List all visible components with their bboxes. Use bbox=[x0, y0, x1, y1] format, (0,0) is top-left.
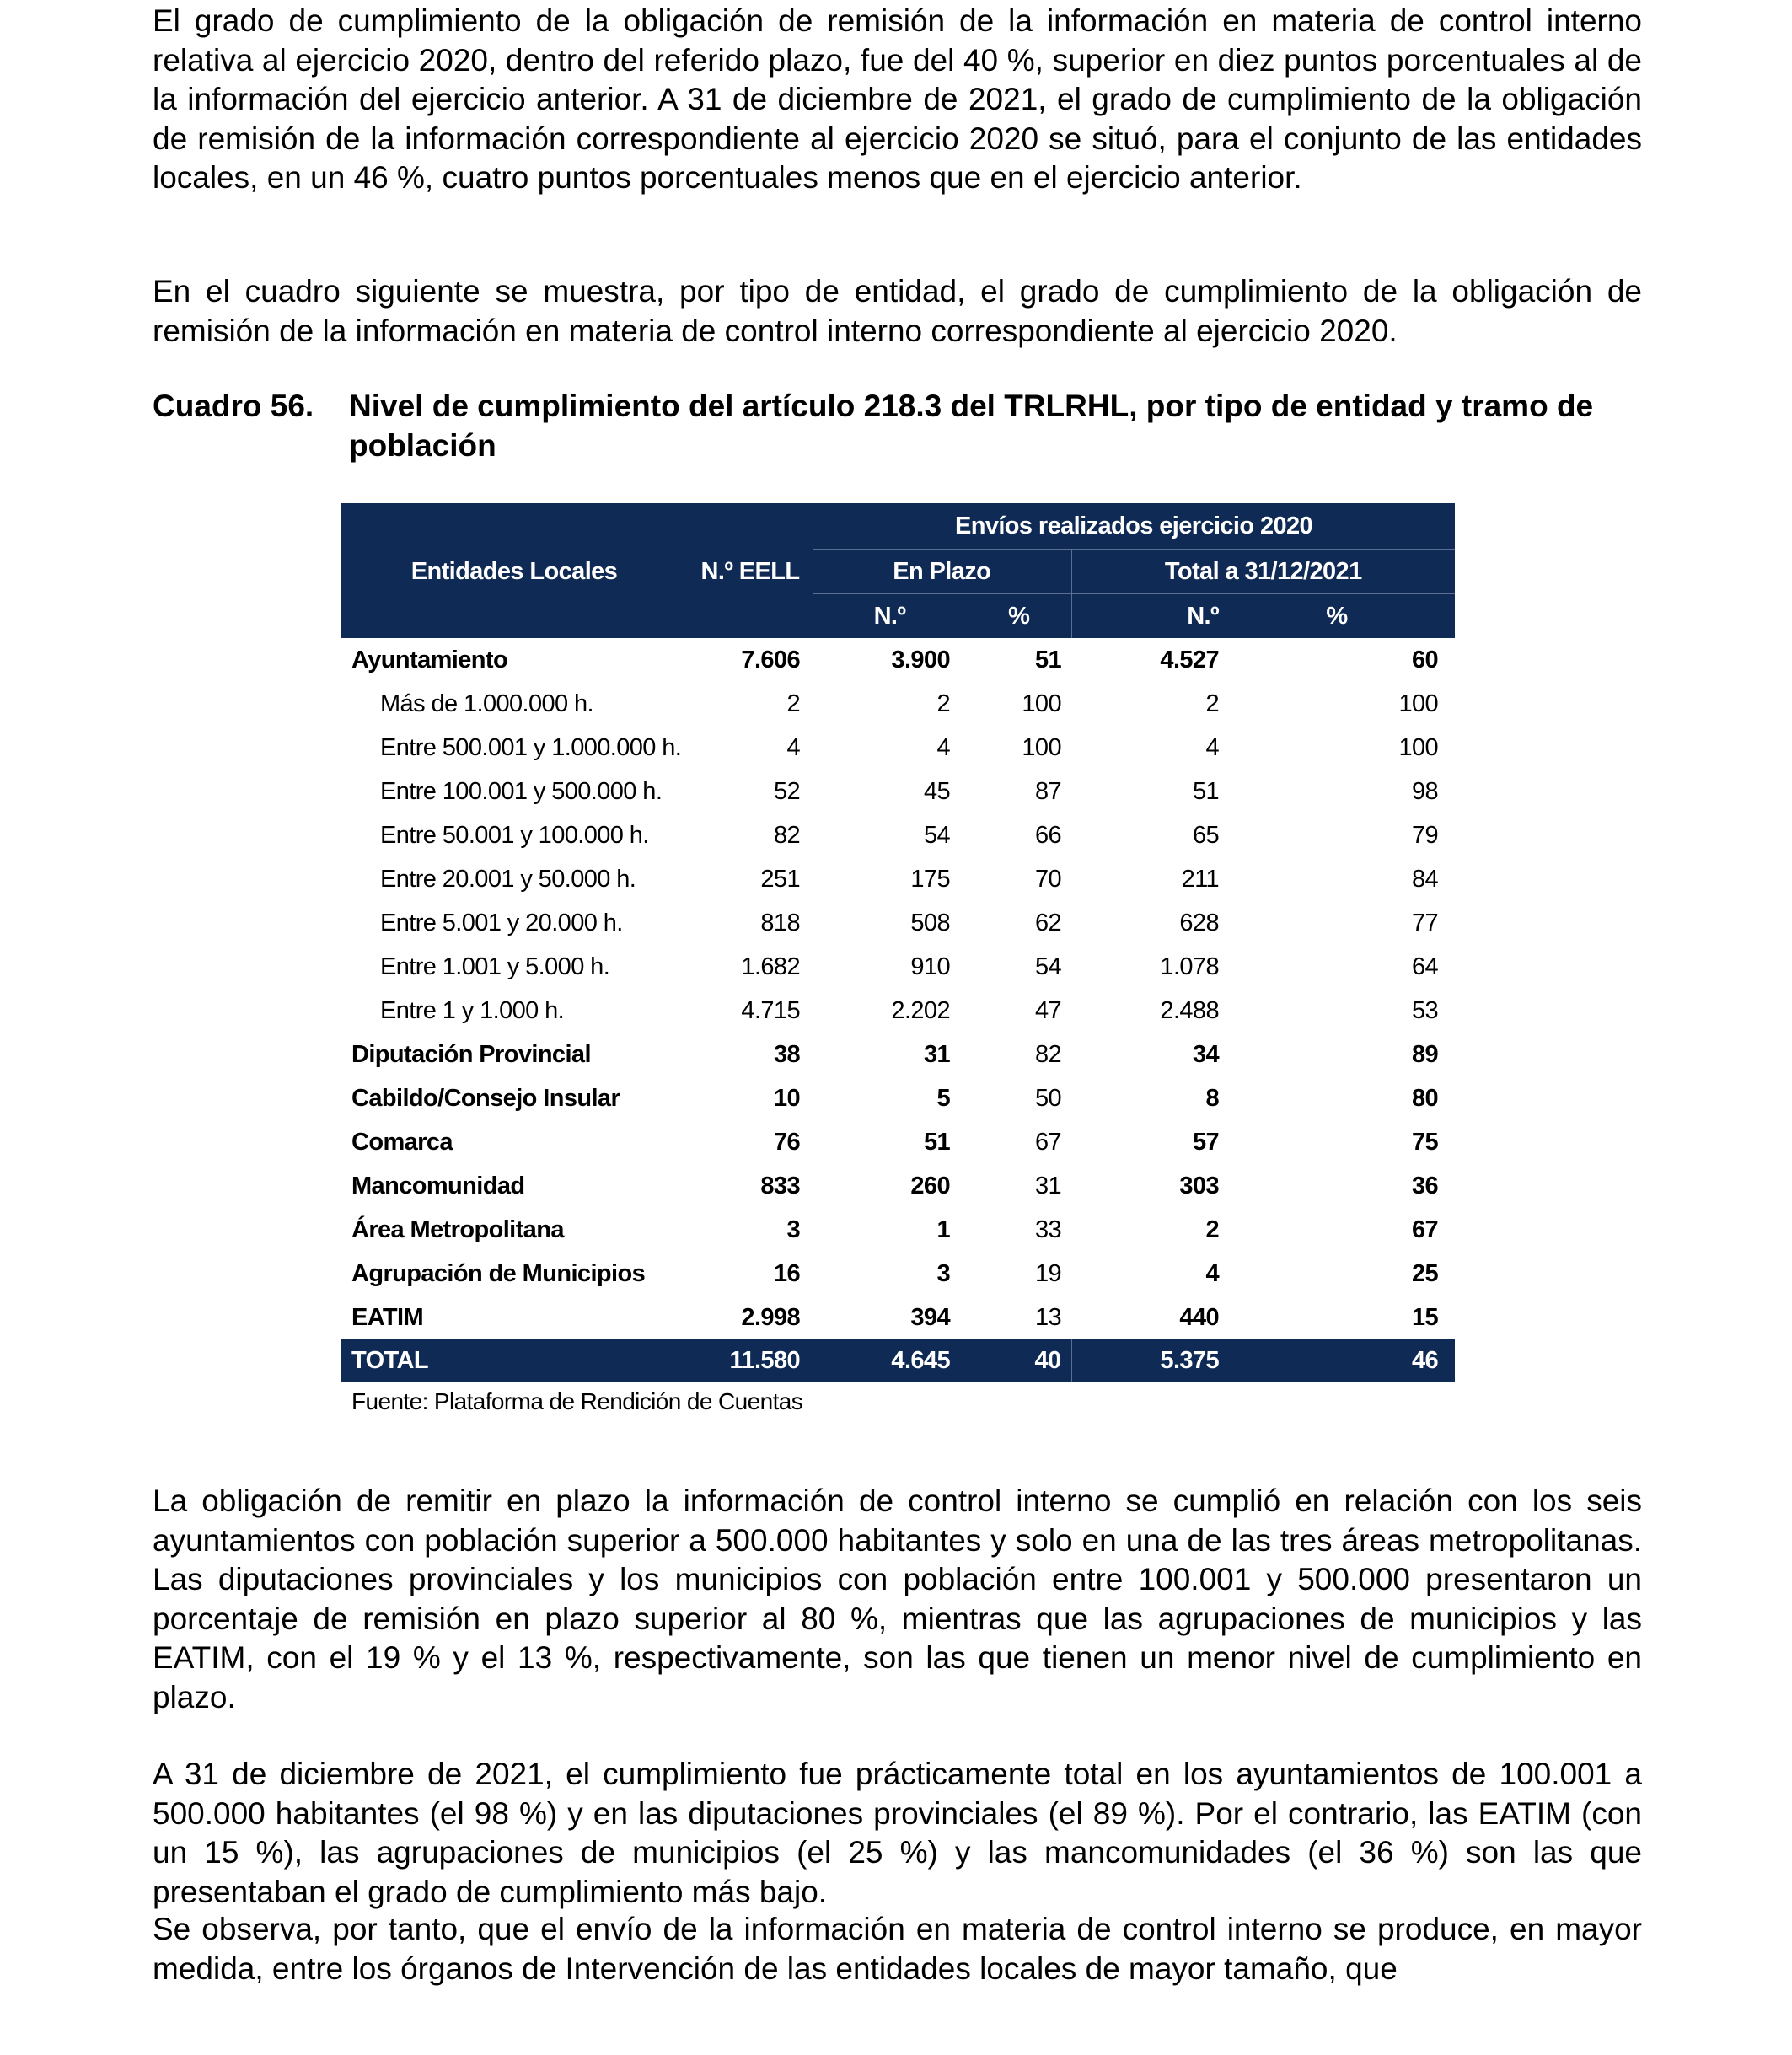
total-on-time-count: 4.645 bbox=[813, 1339, 967, 1382]
cell-eell-count: 38 bbox=[773, 1040, 800, 1068]
cell-total-count: 211 bbox=[1181, 865, 1219, 893]
cell-total-pct: 64 bbox=[1411, 952, 1439, 980]
cell-total-count: 57 bbox=[1192, 1128, 1219, 1156]
table-row bbox=[341, 1296, 1455, 1339]
cell-on-time-count: 1 bbox=[936, 1215, 950, 1243]
cell-on-time-pct: 70 bbox=[1034, 865, 1061, 893]
header-blank bbox=[688, 594, 813, 639]
table-row bbox=[341, 682, 1455, 726]
cell-eell-count: 833 bbox=[760, 1172, 800, 1199]
cell-total-count: 8 bbox=[1205, 1084, 1219, 1112]
cell-on-time-pct: 31 bbox=[1034, 1172, 1061, 1199]
cell-on-time-pct: 51 bbox=[1034, 646, 1061, 673]
cell-eell-count: 52 bbox=[773, 777, 800, 805]
cell-on-time-pct: 100 bbox=[1022, 733, 1061, 761]
cell-on-time-pct: 82 bbox=[1034, 1040, 1061, 1068]
cell-total-pct: 75 bbox=[1411, 1128, 1439, 1156]
cell-on-time-count: 3 bbox=[936, 1259, 950, 1287]
cell-on-time-count: 51 bbox=[923, 1128, 950, 1156]
paragraph-4: A 31 de diciembre de 2021, el cumplimiento fue prácticamente total en los ayuntamientos de 100.001 a 500.000 habitantes (el 98 %) y en las diputaciones provinciales (el 89 %). Por el contrario, las EATIM (con un 15 %), las agrupaciones de municipios (el 25 %) y las mancomunidades (el 36 %) son las que presentaban el grado de cumplimiento más bajo. bbox=[153, 1757, 1642, 1909]
cell-total-pct: 79 bbox=[1411, 821, 1439, 849]
cell-on-time-pct: 87 bbox=[1034, 777, 1061, 805]
row-label: Diputación Provincial bbox=[351, 1040, 591, 1068]
paragraph-5: Se observa, por tanto, que el envío de la información en materia de control interno se produce, en mayor medida, entre los órganos de Intervención de las entidades locales de mayor tamaño, que bbox=[153, 1912, 1642, 1986]
table-row bbox=[341, 726, 1455, 770]
table-row bbox=[341, 989, 1455, 1033]
header-blank bbox=[688, 503, 813, 550]
cell-eell-count: 76 bbox=[773, 1128, 800, 1156]
cell-total-count: 2 bbox=[1205, 1215, 1219, 1243]
cell-total-pct: 36 bbox=[1411, 1172, 1439, 1199]
cell-on-time-pct: 19 bbox=[1034, 1259, 1061, 1287]
cell-on-time-count: 5 bbox=[936, 1084, 950, 1112]
total-eell-count: 11.580 bbox=[688, 1339, 813, 1382]
cell-eell-count: 4 bbox=[786, 733, 800, 761]
header-total: Total a 31/12/2021 bbox=[1071, 550, 1455, 594]
total-label: TOTAL bbox=[341, 1339, 688, 1382]
cell-total-count: 2 bbox=[1205, 689, 1219, 717]
row-label: Más de 1.000.000 h. bbox=[380, 689, 594, 717]
cell-on-time-count: 910 bbox=[910, 952, 950, 980]
table-row bbox=[341, 945, 1455, 989]
table-row bbox=[341, 1076, 1455, 1120]
cell-total-pct: 80 bbox=[1411, 1084, 1439, 1112]
cell-on-time-pct: 100 bbox=[1022, 689, 1061, 717]
cell-on-time-pct: 62 bbox=[1034, 909, 1061, 936]
cell-total-pct: 53 bbox=[1411, 996, 1439, 1024]
header-blank bbox=[341, 594, 688, 639]
row-label: Cabildo/Consejo Insular bbox=[351, 1084, 620, 1112]
header-on-time-pct: % bbox=[967, 594, 1071, 639]
cell-total-pct: 100 bbox=[1398, 733, 1439, 761]
table-row bbox=[341, 857, 1455, 901]
cell-total-count: 303 bbox=[1179, 1172, 1219, 1199]
cell-eell-count: 1.682 bbox=[741, 952, 800, 980]
header-on-time: En Plazo bbox=[813, 550, 1071, 594]
header-total-num: N.º bbox=[1071, 594, 1219, 639]
caption-number: Cuadro 56. bbox=[153, 389, 314, 423]
row-label: Ayuntamiento bbox=[351, 646, 508, 673]
table-row bbox=[341, 770, 1455, 813]
compliance-table bbox=[341, 503, 1455, 1382]
header-count: N.º EELL bbox=[688, 550, 813, 594]
cell-on-time-pct: 54 bbox=[1034, 952, 1061, 980]
header-entity: Entidades Locales bbox=[341, 550, 688, 594]
paragraph-3: La obligación de remitir en plazo la información de control interno se cumplió en relación con los seis ayuntamientos con población superior a 500.000 habitantes y solo en una de las tres áreas metropolitanas. Las diputaciones provinciales y los municipios con población entre 100.001 y 500.000 presentaron un porcentaje de remisión en plazo superior al 80 %, mientras que las agrupaciones de municipios y las EATIM, con el 19 % y el 13 %, respectivamente, son las que tienen un menor nivel de cumplimiento en plazo. bbox=[153, 1484, 1642, 1714]
total-total-pct: 46 bbox=[1219, 1339, 1455, 1382]
cell-on-time-pct: 67 bbox=[1034, 1128, 1061, 1156]
paragraph-1: El grado de cumplimiento de la obligación de remisión de la información en materia de control interno relativa al ejercicio 2020, dentro del referido plazo, fue del 40 %, superior en diez puntos porcentuales al de la información del ejercicio anterior. A 31 de diciembre de 2021, el grado de cumplimiento de la obligación de remisión de la información correspondiente al ejercicio 2020 se situó, para el conjunto de las entidades locales, en un 46 %, cuatro puntos porcentuales menos que en el ejercicio anterior. bbox=[153, 3, 1642, 195]
cell-eell-count: 251 bbox=[760, 865, 800, 893]
caption-title: Nivel de cumplimiento del artículo 218.3 del TRLRHL, por tipo de entidad y tramo de población bbox=[349, 389, 1594, 463]
cell-on-time-pct: 47 bbox=[1034, 996, 1061, 1024]
row-label: Área Metropolitana bbox=[351, 1215, 564, 1243]
cell-total-count: 4 bbox=[1205, 1259, 1219, 1287]
cell-total-pct: 15 bbox=[1411, 1303, 1439, 1331]
row-label: Comarca bbox=[351, 1128, 453, 1156]
cell-on-time-count: 260 bbox=[910, 1172, 950, 1199]
cell-eell-count: 2.998 bbox=[741, 1303, 800, 1331]
cell-total-pct: 89 bbox=[1411, 1040, 1439, 1068]
table-row bbox=[341, 1252, 1455, 1296]
cell-eell-count: 2 bbox=[786, 689, 800, 717]
row-label: EATIM bbox=[351, 1303, 424, 1331]
row-label: Agrupación de Municipios bbox=[351, 1259, 646, 1287]
cell-on-time-count: 3.900 bbox=[891, 646, 950, 673]
cell-total-count: 2.488 bbox=[1160, 996, 1219, 1024]
cell-on-time-pct: 13 bbox=[1034, 1303, 1061, 1331]
total-total-count: 5.375 bbox=[1071, 1339, 1219, 1382]
cell-total-pct: 98 bbox=[1411, 777, 1439, 805]
header-total-pct: % bbox=[1219, 594, 1455, 639]
cell-on-time-count: 394 bbox=[910, 1303, 950, 1331]
table-row bbox=[341, 1120, 1455, 1164]
cell-eell-count: 4.715 bbox=[741, 996, 800, 1024]
cell-total-count: 628 bbox=[1179, 909, 1219, 936]
row-label: Entre 500.001 y 1.000.000 h. bbox=[380, 733, 682, 761]
cell-on-time-pct: 50 bbox=[1034, 1084, 1061, 1112]
row-label: Entre 1.001 y 5.000 h. bbox=[380, 952, 610, 980]
cell-on-time-count: 4 bbox=[936, 733, 950, 761]
row-label: Entre 50.001 y 100.000 h. bbox=[380, 821, 649, 849]
cell-total-count: 440 bbox=[1179, 1303, 1219, 1331]
header-group: Envíos realizados ejercicio 2020 bbox=[813, 503, 1455, 550]
header-blank bbox=[341, 503, 688, 550]
cell-on-time-count: 31 bbox=[923, 1040, 950, 1068]
cell-total-count: 51 bbox=[1192, 777, 1219, 805]
paragraph-2: En el cuadro siguiente se muestra, por tipo de entidad, el grado de cumplimiento de la obligación de remisión de la información en materia de control interno correspondiente al ejercicio 2020. bbox=[153, 274, 1642, 348]
cell-eell-count: 16 bbox=[773, 1259, 800, 1287]
cell-total-pct: 25 bbox=[1411, 1259, 1439, 1287]
table-row bbox=[341, 813, 1455, 857]
compliance-table-wrapper bbox=[341, 503, 1455, 1414]
cell-on-time-count: 45 bbox=[923, 777, 950, 805]
cell-total-pct: 100 bbox=[1398, 689, 1439, 717]
cell-total-pct: 84 bbox=[1411, 865, 1439, 893]
cell-total-pct: 67 bbox=[1411, 1215, 1439, 1243]
cell-on-time-count: 54 bbox=[923, 821, 950, 849]
cell-on-time-count: 175 bbox=[910, 865, 950, 893]
cell-on-time-count: 508 bbox=[910, 909, 950, 936]
cell-total-count: 1.078 bbox=[1160, 952, 1219, 980]
cell-total-count: 65 bbox=[1192, 821, 1219, 849]
cell-total-pct: 60 bbox=[1411, 646, 1439, 673]
cell-on-time-count: 2.202 bbox=[891, 996, 950, 1024]
cell-total-count: 34 bbox=[1192, 1040, 1219, 1068]
row-label: Entre 5.001 y 20.000 h. bbox=[380, 909, 623, 936]
cell-eell-count: 82 bbox=[773, 821, 800, 849]
cell-on-time-pct: 66 bbox=[1034, 821, 1061, 849]
table-row bbox=[341, 638, 1455, 682]
cell-total-pct: 77 bbox=[1411, 909, 1439, 936]
table-total-row bbox=[341, 1339, 1455, 1382]
cell-eell-count: 818 bbox=[760, 909, 800, 936]
header-on-time-num: N.º bbox=[813, 594, 967, 639]
table-row bbox=[341, 1033, 1455, 1076]
cell-total-count: 4 bbox=[1205, 733, 1219, 761]
row-label: Entre 1 y 1.000 h. bbox=[380, 996, 565, 1024]
total-on-time-pct: 40 bbox=[967, 1339, 1071, 1382]
row-label: Entre 20.001 y 50.000 h. bbox=[380, 865, 636, 893]
cell-eell-count: 7.606 bbox=[741, 646, 800, 673]
cell-on-time-pct: 33 bbox=[1034, 1215, 1061, 1243]
cell-eell-count: 10 bbox=[773, 1084, 800, 1112]
table-row bbox=[341, 901, 1455, 945]
table-source: Fuente: Plataforma de Rendición de Cuentas bbox=[351, 1388, 803, 1414]
cell-total-count: 4.527 bbox=[1160, 646, 1219, 673]
cell-eell-count: 3 bbox=[786, 1215, 800, 1243]
cell-on-time-count: 2 bbox=[936, 689, 950, 717]
table-row bbox=[341, 1164, 1455, 1208]
row-label: Mancomunidad bbox=[351, 1172, 525, 1199]
table-row bbox=[341, 1208, 1455, 1252]
row-label: Entre 100.001 y 500.000 h. bbox=[380, 777, 663, 805]
